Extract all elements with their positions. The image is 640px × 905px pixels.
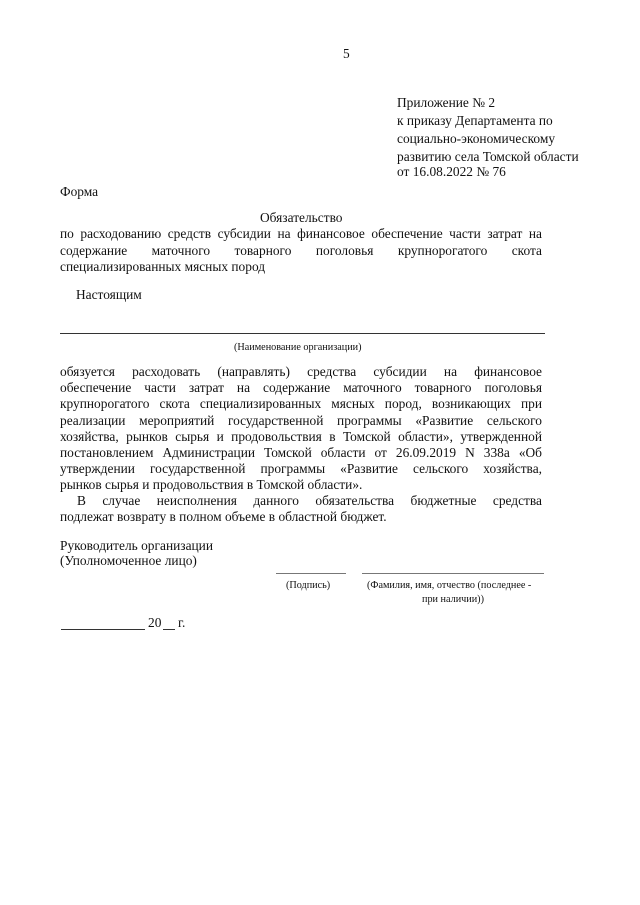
form-label: Форма <box>60 184 99 199</box>
body-line-6: постановлением Администрации Томской области от 26.09.2019 N 338а «Об <box>60 445 542 460</box>
body-line-1: обязуется расходовать (направлять) средства субсидии на финансовое <box>60 364 542 379</box>
body-line-8: рынков сырья и продовольствия в Томской области». <box>60 477 363 492</box>
body-line-4: реализации мероприятий государственной программы «Развитие сельского <box>60 413 542 428</box>
organization-caption: (Наименование организации) <box>234 342 362 353</box>
signature-line <box>276 573 346 574</box>
head-label-1: Руководитель организации <box>60 538 214 553</box>
full-name-caption-2: при наличии)) <box>422 594 484 605</box>
date-year-prefix: 20 <box>148 615 162 630</box>
date-day-month-line <box>61 629 145 630</box>
subtitle-line-1: по расходованию средств субсидии на финансовое обеспечение части затрат на <box>60 226 542 241</box>
appendix-line-3: социально-экономическому <box>397 131 556 146</box>
body-line-7: утверждении государственной программы «Развитие сельского хозяйства, <box>60 461 542 476</box>
date-year-suffix: г. <box>178 615 186 630</box>
appendix-line-1: Приложение № 2 <box>397 95 496 110</box>
full-name-line <box>362 573 544 574</box>
full-name-caption-1: (Фамилия, имя, отчество (последнее - <box>367 580 532 591</box>
body-line-2: обеспечение части затрат на содержание маточного товарного поголовья <box>60 380 542 395</box>
body-line-9: В случае неисполнения данного обязательства бюджетные средства <box>77 493 542 508</box>
body-line-3: крупнорогатого скота специализированных мясных пород, возникающих при <box>60 396 542 411</box>
signature-caption: (Подпись) <box>286 580 331 591</box>
organization-name-line <box>60 333 545 334</box>
document-title: Обязательство <box>260 210 343 225</box>
subtitle-line-2: содержание маточного товарного поголовья крупнорогатого скота <box>60 243 542 258</box>
subtitle-line-3: специализированных мясных пород <box>60 259 266 274</box>
appendix-line-2: к приказу Департамента по <box>397 113 553 128</box>
appendix-line-5: от 16.08.2022 № 76 <box>397 164 506 179</box>
page-number: 5 <box>343 46 350 61</box>
body-line-5: хозяйства, рынков сырья и продовольствия в Томской области», утвержденной <box>60 429 542 444</box>
appendix-line-4: развитию села Томской области <box>397 149 579 164</box>
intro-word: Настоящим <box>76 287 142 302</box>
body-line-10: подлежат возврату в полном объеме в областной бюджет. <box>60 509 387 524</box>
date-year-line <box>163 629 175 630</box>
head-label-2: (Уполномоченное лицо) <box>60 553 197 568</box>
